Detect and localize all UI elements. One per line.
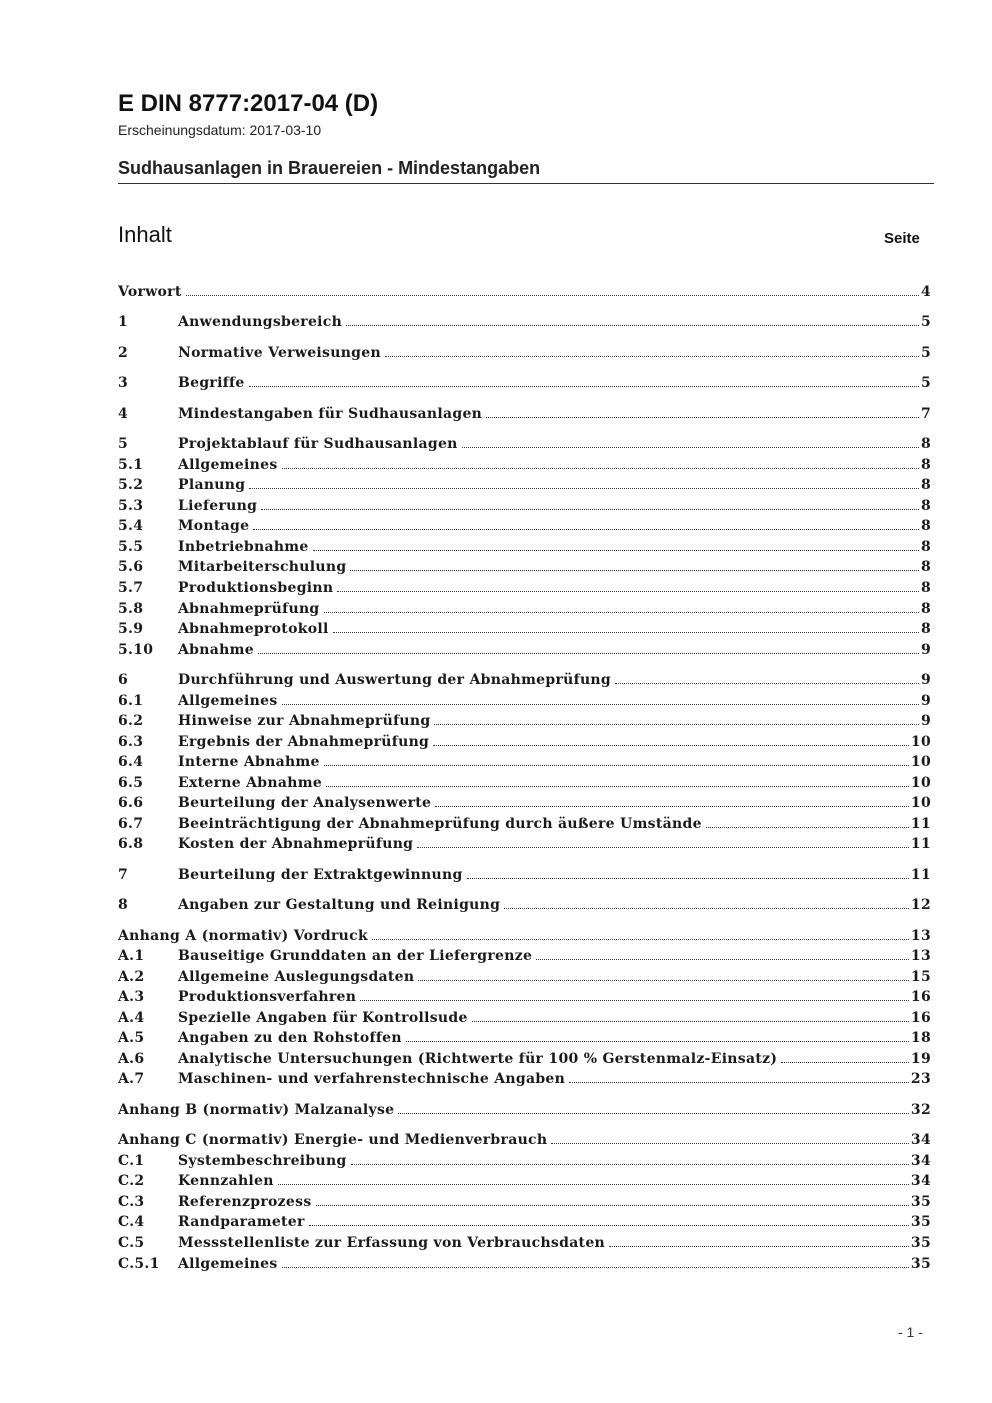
toc-entry-title: Referenzprozess bbox=[178, 1194, 312, 1210]
toc-page-column-label: Seite bbox=[884, 230, 920, 247]
toc-entry-number: 6.3 bbox=[118, 734, 144, 750]
toc-dot-leader bbox=[781, 1059, 909, 1063]
toc-entry-title: Produktionsverfahren bbox=[178, 989, 357, 1005]
toc-entry-title: Projektablauf für Sudhausanlagen bbox=[178, 436, 458, 452]
toc-entry-page: 12 bbox=[910, 897, 931, 913]
toc-entry[interactable] bbox=[118, 1192, 931, 1210]
toc-entry-title: Normative Verweisungen bbox=[178, 345, 381, 361]
toc-entry-page: 23 bbox=[910, 1071, 931, 1087]
toc-dot-leader bbox=[385, 353, 919, 357]
toc-entry[interactable] bbox=[118, 1069, 931, 1087]
toc-entry-number: A.5 bbox=[118, 1030, 145, 1046]
toc-entry-number: C.1 bbox=[118, 1153, 145, 1169]
toc-entry-page: 34 bbox=[910, 1173, 931, 1189]
toc-entry-number: A.4 bbox=[118, 1010, 145, 1026]
toc-entry[interactable] bbox=[118, 865, 931, 883]
toc-dot-leader bbox=[309, 1222, 909, 1226]
toc-dot-leader bbox=[186, 292, 919, 296]
toc-dot-leader bbox=[333, 629, 919, 633]
toc-entry-title: Durchführung und Auswertung der Abnahmeprüfung bbox=[178, 672, 611, 688]
toc-entry-title: Inbetriebnahme bbox=[178, 539, 309, 555]
toc-entry-number: 6.2 bbox=[118, 713, 144, 729]
toc-entry-title: Beurteilung der Analysenwerte bbox=[178, 795, 432, 811]
toc-entry-title: Abnahme bbox=[178, 642, 254, 658]
toc-entry-page: 13 bbox=[910, 948, 931, 964]
toc-dot-leader bbox=[417, 844, 909, 848]
toc-entry-number: C.2 bbox=[118, 1173, 145, 1189]
toc-entry-page: 8 bbox=[920, 518, 931, 534]
toc-entry[interactable] bbox=[118, 1130, 931, 1148]
toc-entry-page: 8 bbox=[920, 580, 931, 596]
toc-entry-number: 6 bbox=[118, 672, 129, 688]
toc-entry[interactable] bbox=[118, 373, 931, 391]
toc-entry-page: 35 bbox=[910, 1256, 931, 1272]
toc-dot-leader bbox=[316, 1202, 909, 1206]
toc-dot-leader bbox=[350, 567, 919, 571]
toc-entry-number: A.3 bbox=[118, 989, 145, 1005]
toc-entry-title: Allgemeines bbox=[178, 457, 278, 473]
toc-entry[interactable] bbox=[118, 434, 931, 452]
toc-entry-title: Abnahmeprüfung bbox=[178, 601, 320, 617]
toc-entry-title: Lieferung bbox=[178, 498, 258, 514]
toc-entry[interactable] bbox=[118, 895, 931, 913]
toc-dot-leader bbox=[536, 956, 909, 960]
toc-dot-leader bbox=[249, 485, 919, 489]
toc-entry-page: 9 bbox=[920, 642, 931, 658]
toc-entry[interactable] bbox=[118, 1100, 931, 1118]
toc-entry-number: 6.4 bbox=[118, 754, 144, 770]
toc-entry-title: Abnahmeprotokoll bbox=[178, 621, 329, 637]
toc-entry-page: 15 bbox=[910, 969, 931, 985]
toc-entry-page: 9 bbox=[920, 693, 931, 709]
toc-dot-leader bbox=[372, 936, 909, 940]
toc-entry[interactable] bbox=[118, 516, 931, 534]
toc-entry-page: 9 bbox=[920, 713, 931, 729]
toc-entry[interactable] bbox=[118, 1233, 931, 1251]
toc-entry-title: Anhang A (normativ) Vordruck bbox=[118, 928, 368, 944]
toc-entry-number: 3 bbox=[118, 375, 129, 391]
toc-entry-page: 32 bbox=[910, 1102, 931, 1118]
toc-entry-page: 34 bbox=[910, 1132, 931, 1148]
document-subtitle: Sudhausanlagen in Brauereien - Mindestangaben bbox=[118, 158, 541, 178]
toc-dot-leader bbox=[504, 905, 909, 909]
toc-entry-title: Mitarbeiterschulung bbox=[178, 559, 347, 575]
toc-entry-number: A.2 bbox=[118, 969, 145, 985]
toc-entry-page: 8 bbox=[920, 436, 931, 452]
toc-dot-leader bbox=[398, 1110, 909, 1114]
toc-entry-number: 5.6 bbox=[118, 559, 144, 575]
toc-entry-page: 11 bbox=[910, 816, 931, 832]
toc-entry-page: 8 bbox=[920, 559, 931, 575]
toc-dot-leader bbox=[278, 1181, 909, 1185]
toc-entry-number: C.5.1 bbox=[118, 1256, 160, 1272]
toc-entry[interactable] bbox=[118, 752, 931, 770]
toc-entry[interactable] bbox=[118, 967, 931, 985]
toc-entry-title: Hinweise zur Abnahmeprüfung bbox=[178, 713, 431, 729]
toc-dot-leader bbox=[326, 783, 909, 787]
toc-entry-page: 8 bbox=[920, 477, 931, 493]
toc-entry[interactable] bbox=[118, 282, 931, 300]
toc-entry-number: 5.4 bbox=[118, 518, 144, 534]
toc-entry[interactable] bbox=[118, 946, 931, 964]
document-title: E DIN 8777:2017-04 (D) bbox=[118, 90, 379, 117]
toc-entry[interactable] bbox=[118, 1212, 931, 1230]
toc-dot-leader bbox=[569, 1079, 909, 1083]
toc-entry-page: 35 bbox=[910, 1235, 931, 1251]
toc-entry-page: 8 bbox=[920, 601, 931, 617]
toc-entry-title: Kennzahlen bbox=[178, 1173, 274, 1189]
toc-dot-leader bbox=[418, 977, 909, 981]
toc-entry-title: Allgemeines bbox=[178, 1256, 278, 1272]
toc-entry-title: Maschinen- und verfahrenstechnische Angaben bbox=[178, 1071, 566, 1087]
toc-entry-number: 8 bbox=[118, 897, 129, 913]
toc-dot-leader bbox=[615, 680, 919, 684]
toc-entry-page: 8 bbox=[920, 621, 931, 637]
toc-dot-leader bbox=[551, 1140, 909, 1144]
toc-entry-page: 18 bbox=[910, 1030, 931, 1046]
toc-entry-number: A.6 bbox=[118, 1051, 145, 1067]
toc-entry-title: Begriffe bbox=[178, 375, 245, 391]
toc-entry-number: 1 bbox=[118, 314, 129, 330]
toc-entry-title: Produktionsbeginn bbox=[178, 580, 334, 596]
toc-entry-page: 35 bbox=[910, 1214, 931, 1230]
toc-entry-title: Vorwort bbox=[118, 284, 182, 300]
toc-entry-number: 5.5 bbox=[118, 539, 144, 555]
toc-entry-page: 5 bbox=[920, 345, 931, 361]
toc-dot-leader bbox=[486, 414, 919, 418]
toc-entry[interactable] bbox=[118, 814, 931, 832]
toc-entry[interactable] bbox=[118, 537, 931, 555]
toc-dot-leader bbox=[324, 762, 909, 766]
toc-entry-page: 5 bbox=[920, 314, 931, 330]
toc-dot-leader bbox=[472, 1018, 909, 1022]
toc-entry[interactable] bbox=[118, 599, 931, 617]
toc-dot-leader bbox=[360, 997, 909, 1001]
toc-entry[interactable] bbox=[118, 1151, 931, 1169]
toc-entry[interactable] bbox=[118, 640, 931, 658]
toc-entry-title: Beeinträchtigung der Abnahmeprüfung durch äußere Umstände bbox=[178, 816, 702, 832]
toc-entry-title: Analytische Untersuchungen (Richtwerte für 100 % Gerstenmalz-Einsatz) bbox=[178, 1051, 778, 1067]
toc-entry[interactable] bbox=[118, 691, 931, 709]
toc-entry-page: 13 bbox=[910, 928, 931, 944]
toc-entry-title: Montage bbox=[178, 518, 250, 534]
toc-entry[interactable] bbox=[118, 557, 931, 575]
toc-entry-number: 4 bbox=[118, 406, 129, 422]
toc-entry-page: 35 bbox=[910, 1194, 931, 1210]
toc-entry-title: Anwendungsbereich bbox=[178, 314, 343, 330]
toc-entry[interactable] bbox=[118, 773, 931, 791]
toc-entry-page: 16 bbox=[910, 1010, 931, 1026]
toc-entry-title: Angaben zur Gestaltung und Reinigung bbox=[178, 897, 501, 913]
toc-entry[interactable] bbox=[118, 475, 931, 493]
toc-entry-page: 5 bbox=[920, 375, 931, 391]
toc-entry-number: 5.2 bbox=[118, 477, 144, 493]
toc-entry-title: Messstellenliste zur Erfassung von Verbrauchsdaten bbox=[178, 1235, 606, 1251]
toc-dot-leader bbox=[313, 547, 919, 551]
toc-dot-leader bbox=[434, 721, 918, 725]
toc-entry[interactable] bbox=[118, 1171, 931, 1189]
toc-entry-title: Allgemeines bbox=[178, 693, 278, 709]
toc-entry-title: Planung bbox=[178, 477, 246, 493]
toc-entry-number: 2 bbox=[118, 345, 129, 361]
toc-entry[interactable] bbox=[118, 1028, 931, 1046]
toc-entry-page: 8 bbox=[920, 539, 931, 555]
toc-entry[interactable] bbox=[118, 496, 931, 514]
toc-entry-title: Ergebnis der Abnahmeprüfung bbox=[178, 734, 430, 750]
toc-dot-leader bbox=[282, 1264, 909, 1268]
toc-entry-page: 34 bbox=[910, 1153, 931, 1169]
toc-entry-number: 5.7 bbox=[118, 580, 144, 596]
toc-dot-leader bbox=[261, 506, 919, 510]
toc-entry-number: 6.7 bbox=[118, 816, 144, 832]
toc-dot-leader bbox=[346, 322, 919, 326]
toc-entry-title: Mindestangaben für Sudhausanlagen bbox=[178, 406, 483, 422]
toc-entry-number: 6.1 bbox=[118, 693, 144, 709]
toc-entry[interactable] bbox=[118, 404, 931, 422]
toc-entry-number: A.7 bbox=[118, 1071, 145, 1087]
toc-entry-title: Systembeschreibung bbox=[178, 1153, 347, 1169]
toc-entry-number: 5.9 bbox=[118, 621, 144, 637]
toc-entry[interactable] bbox=[118, 312, 931, 330]
toc-entry-number: 7 bbox=[118, 867, 129, 883]
toc-entry-page: 8 bbox=[920, 457, 931, 473]
toc-entry-number: A.1 bbox=[118, 948, 145, 964]
toc-entry-page: 4 bbox=[920, 284, 931, 300]
toc-dot-leader bbox=[282, 701, 919, 705]
toc-entry-title: Randparameter bbox=[178, 1214, 305, 1230]
toc-entry[interactable] bbox=[118, 1254, 931, 1272]
toc-dot-leader bbox=[433, 742, 909, 746]
toc-entry-number: 5.1 bbox=[118, 457, 144, 473]
toc-entry-page: 11 bbox=[910, 867, 931, 883]
toc-entry-page: 19 bbox=[910, 1051, 931, 1067]
toc-entry-title: Anhang B (normativ) Malzanalyse bbox=[118, 1102, 395, 1118]
toc-entry-title: Bauseitige Grunddaten an der Liefergrenze bbox=[178, 948, 533, 964]
toc-entry-title: Anhang C (normativ) Energie- und Medienverbrauch bbox=[118, 1132, 548, 1148]
publication-date: Erscheinungsdatum: 2017-03-10 bbox=[118, 122, 322, 138]
toc-dot-leader bbox=[351, 1161, 909, 1165]
toc-dot-leader bbox=[253, 526, 919, 530]
toc-entry-page: 10 bbox=[910, 754, 931, 770]
toc-entry[interactable] bbox=[118, 670, 931, 688]
toc-entry[interactable] bbox=[118, 987, 931, 1005]
toc-entry-title: Angaben zu den Rohstoffen bbox=[178, 1030, 402, 1046]
toc-heading: Inhalt bbox=[118, 222, 172, 247]
toc-entry-page: 10 bbox=[910, 734, 931, 750]
toc-entry-page: 10 bbox=[910, 775, 931, 791]
toc-entry-number: 5.10 bbox=[118, 642, 154, 658]
toc-entry-title: Allgemeine Auslegungsdaten bbox=[178, 969, 415, 985]
toc-entry-number: 6.8 bbox=[118, 836, 144, 852]
toc-entry[interactable] bbox=[118, 793, 931, 811]
toc-entry-number: 6.6 bbox=[118, 795, 144, 811]
toc-dot-leader bbox=[435, 803, 909, 807]
toc-dot-leader bbox=[258, 650, 919, 654]
toc-dot-leader bbox=[609, 1243, 909, 1247]
toc-entry-number: 6.5 bbox=[118, 775, 144, 791]
toc-entry[interactable] bbox=[118, 711, 931, 729]
toc-dot-leader bbox=[324, 609, 919, 613]
toc-entry-title: Beurteilung der Extraktgewinnung bbox=[178, 867, 463, 883]
toc-dot-leader bbox=[706, 824, 909, 828]
toc-dot-leader bbox=[337, 588, 919, 592]
toc-entry[interactable] bbox=[118, 1049, 931, 1067]
toc-entry-page: 11 bbox=[910, 836, 931, 852]
toc-entry[interactable] bbox=[118, 578, 931, 596]
toc-entry[interactable] bbox=[118, 732, 931, 750]
toc-entry-number: C.5 bbox=[118, 1235, 145, 1251]
toc-entry-page: 9 bbox=[920, 672, 931, 688]
toc-entry-page: 16 bbox=[910, 989, 931, 1005]
toc-entry-number: 5 bbox=[118, 436, 129, 452]
toc-dot-leader bbox=[282, 465, 919, 469]
toc-entry-number: C.4 bbox=[118, 1214, 145, 1230]
toc-entry-title: Interne Abnahme bbox=[178, 754, 320, 770]
toc-entry-page: 7 bbox=[920, 406, 931, 422]
toc-entry[interactable] bbox=[118, 926, 931, 944]
title-divider bbox=[118, 183, 934, 184]
toc-dot-leader bbox=[462, 444, 919, 448]
toc-entry-title: Spezielle Angaben für Kontrollsude bbox=[178, 1010, 468, 1026]
toc-entry-title: Kosten der Abnahmeprüfung bbox=[178, 836, 414, 852]
toc-entry-page: 8 bbox=[920, 498, 931, 514]
toc-dot-leader bbox=[249, 383, 919, 387]
toc-entry[interactable] bbox=[118, 1008, 931, 1026]
toc-dot-leader bbox=[406, 1038, 909, 1042]
toc-dot-leader bbox=[467, 875, 909, 879]
toc-entry-number: 5.3 bbox=[118, 498, 144, 514]
page-number: - 1 - bbox=[898, 1324, 923, 1340]
toc-entry-number: C.3 bbox=[118, 1194, 145, 1210]
toc-entry[interactable] bbox=[118, 619, 931, 637]
toc-entry-title: Externe Abnahme bbox=[178, 775, 323, 791]
toc-entry[interactable] bbox=[118, 834, 931, 852]
toc-entry-page: 10 bbox=[910, 795, 931, 811]
toc-entry-number: 5.8 bbox=[118, 601, 144, 617]
toc-entry[interactable] bbox=[118, 455, 931, 473]
toc-entry[interactable] bbox=[118, 343, 931, 361]
